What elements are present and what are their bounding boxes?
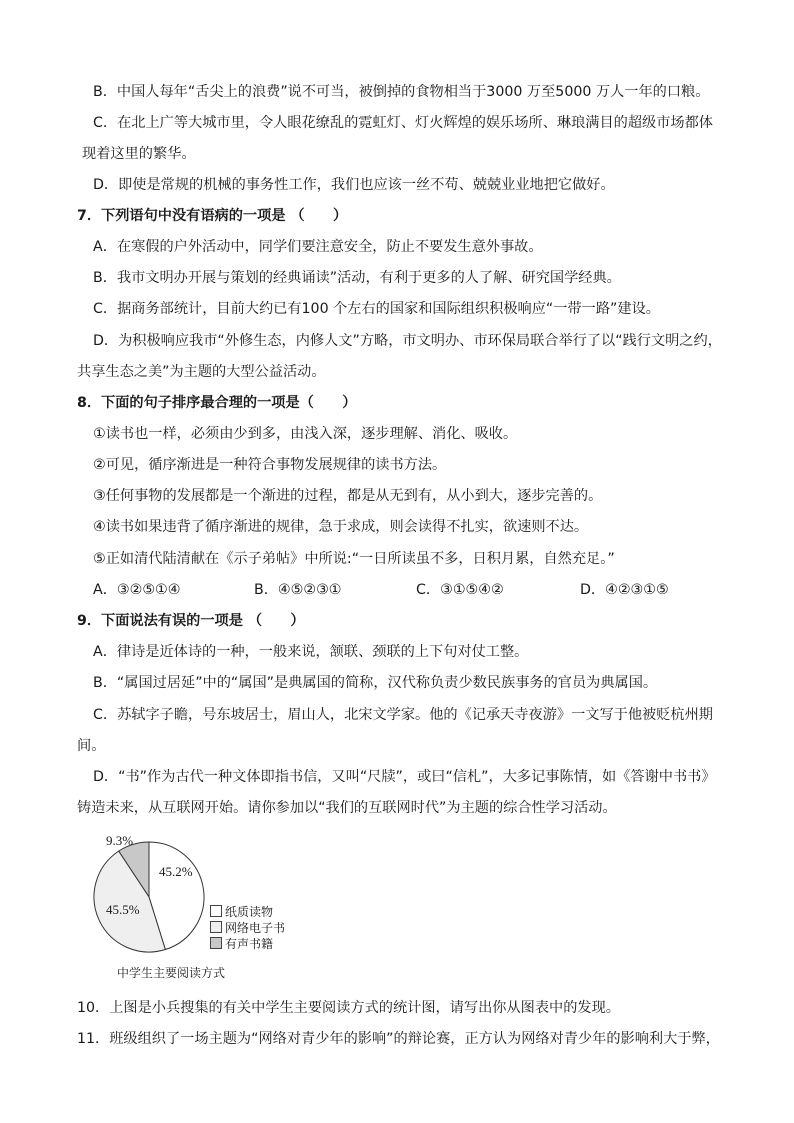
q6-option-c-line2: 现着这里的繁华。 bbox=[82, 146, 196, 162]
legend-swatch-audio bbox=[210, 937, 222, 949]
q9-option-a: A．律诗是近体诗的一种，一般来说，颔联、颈联的上下句对仗工整。 bbox=[93, 644, 529, 660]
q6-option-c-line1: C．在北上广等大城市里，令人眼花缭乱的霓虹灯、灯火辉煌的娱乐场所、琳琅满目的超级市场都体 bbox=[93, 115, 713, 131]
pie-label-ebook: 45.5% bbox=[106, 902, 140, 917]
q8-option-c: C．③①⑤④② bbox=[416, 582, 504, 598]
q7-option-b: B．我市文明办开展与策划的经典诵读”活动，有利于更多的人了解、研究国学经典。 bbox=[93, 270, 621, 286]
legend-label-paper: 纸质读物 bbox=[225, 905, 274, 919]
q11-stem: 11．班级组织了一场主题为“网络对青少年的影响”的辩论赛，正方认为网络对青少年的影响利大于弊， bbox=[77, 1031, 720, 1047]
q10-stem: 10．上图是小兵搜集的有关中学生主要阅读方式的统计图，请写出你从图表中的发现。 bbox=[77, 1000, 620, 1016]
q8-stem: 8．下面的句子排序最合理的一项是（ ） bbox=[77, 395, 357, 411]
q9-option-d-line2: 铸造未来，从互联网开始。请你参加以“我们的互联网时代”为主题的综合性学习活动。 bbox=[77, 800, 617, 816]
q9-option-c-line2: 间。 bbox=[77, 738, 106, 754]
pie-label-paper: 45.2% bbox=[159, 864, 193, 879]
q8-sentence-2: ②可见，循序渐进是一种符合事物发展规律的读书方法。 bbox=[93, 457, 447, 473]
q9-option-c-line1: C．苏轼字子瞻，号东坡居士，眉山人，北宋文学家。他的《记承天寺夜游》一文写于他被贬杭州期 bbox=[93, 707, 713, 723]
q7-option-d-line1: D．为积极响应我市“外修生态，内修人文”方略，市文明办、市环保局联合举行了以“践行文明之约， bbox=[93, 333, 722, 349]
q9-option-b: B．“属国过居延”中的“属国”是典属国的简称，汉代称负责少数民族事务的官员为典属国。 bbox=[93, 675, 658, 691]
q8-sentence-5: ⑤正如清代陆清献在《示子弟帖》中所说:“一日所读虽不多，日积月累，自然充足。” bbox=[93, 551, 615, 567]
legend-item-paper bbox=[210, 905, 273, 919]
q7-option-a: A．在寒假的户外活动中，同学们要注意安全，防止不要发生意外事故。 bbox=[93, 239, 543, 255]
q8-sentence-1: ①读书也一样，必须由少到多，由浅入深，逐步理解、消化、吸收。 bbox=[93, 426, 518, 442]
legend-label-ebook: 网络电子书 bbox=[225, 921, 286, 935]
legend-item-ebook bbox=[210, 921, 285, 935]
pie-label-audio: 9.3% bbox=[106, 833, 134, 848]
q6-option-d: D．即使是常规的机械的事务性工作，我们也应该一丝不苟、兢兢业业地把它做好。 bbox=[93, 177, 615, 193]
chart-title: 中学生主要阅读方式 bbox=[117, 966, 226, 980]
legend-label-audio: 有声书籍 bbox=[225, 937, 274, 951]
q6-option-b: B．中国人每年“舌尖上的浪费”说不可当，被倒掉的食物相当于3000 万至5000 万人一年的口粮。 bbox=[93, 84, 710, 100]
q8-sentence-4: ④读书如果违背了循序渐进的规律，急于求成，则会读得不扎实，欲速则不达。 bbox=[93, 519, 589, 535]
q8-option-d: D．④②③①⑤ bbox=[580, 582, 669, 598]
q7-option-d-line2: 共享生态之美”为主题的大型公益活动。 bbox=[77, 364, 326, 380]
q8-sentence-3: ③任何事物的发展都是一个渐进的过程，都是从无到有，从小到大，逐步完善的。 bbox=[93, 488, 603, 504]
reading-pie-chart bbox=[92, 840, 212, 960]
q9-stem: 9．下面说法有误的一项是 （ ） bbox=[77, 613, 305, 629]
legend-swatch-ebook bbox=[210, 921, 222, 933]
q9-option-d-line1: D．“书”作为古代一种文体即指书信，又叫“尺牍”，或曰“信札”，大多记事陈情，如《答谢中书书》 bbox=[93, 769, 716, 785]
q7-option-c: C．据商务部统计，目前大约已有100 个左右的国家和国际组织积极响应“一带一路”建设。 bbox=[93, 301, 660, 317]
q8-option-b: B．④⑤②③① bbox=[254, 582, 342, 598]
legend-swatch-paper bbox=[210, 905, 222, 917]
q7-stem: 7．下列语句中没有语病的一项是 （ ） bbox=[77, 208, 348, 224]
q8-option-a: A．③②⑤①④ bbox=[93, 582, 181, 598]
legend-item-audio bbox=[210, 937, 273, 951]
